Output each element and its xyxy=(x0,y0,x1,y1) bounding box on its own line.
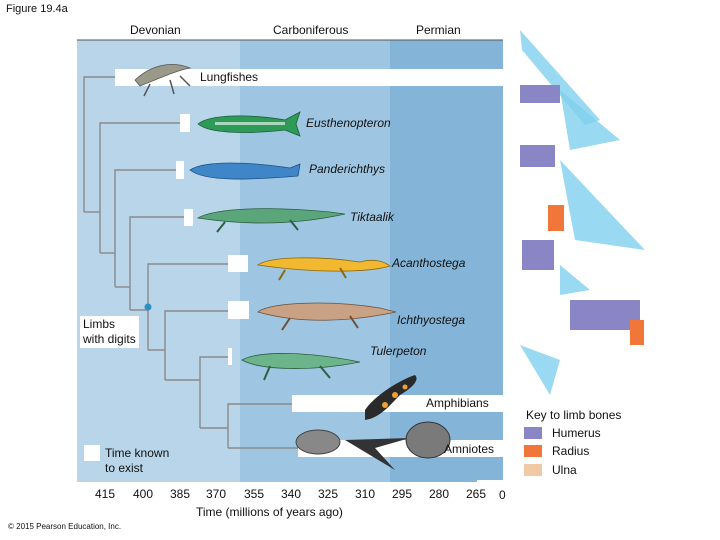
period-permian: Permian xyxy=(416,23,461,37)
taxon-amphibians: Amphibians xyxy=(426,396,489,410)
limb-bone-illustrations xyxy=(520,30,645,395)
key-swatch-radius xyxy=(524,445,542,457)
period-devonian: Devonian xyxy=(130,23,181,37)
limbs-with-digits-line-1: Limbs xyxy=(83,317,116,331)
axis-tick: 370 xyxy=(206,487,227,501)
axis-tick: 355 xyxy=(244,487,265,501)
taxon-acanthostega: Acanthostega xyxy=(392,256,466,270)
taxon-tiktaalik: Tiktaalik xyxy=(350,210,394,224)
key-swatch-humerus xyxy=(524,427,542,439)
axis-title: Time (millions of years ago) xyxy=(196,505,343,519)
devonian-band xyxy=(77,40,240,482)
axis-tick: 385 xyxy=(170,487,191,501)
axis-tick: 0 xyxy=(499,488,506,502)
time-known-line-1: Time known xyxy=(105,446,170,460)
key-label-ulna: Ulna xyxy=(552,463,577,477)
axis-tick: 295 xyxy=(392,487,413,501)
taxon-ichthyostega: Ichthyostega xyxy=(397,313,466,327)
taxon-amniotes: Amniotes xyxy=(444,442,495,456)
axis-tick: 340 xyxy=(281,487,302,501)
time-known-label xyxy=(105,446,169,476)
limbs-with-digits-label xyxy=(80,316,139,348)
figure-label: Figure 19.4a xyxy=(6,3,68,15)
axis-tick: 325 xyxy=(318,487,339,501)
axis-tick: 415 xyxy=(95,487,116,501)
period-carboniferous: Carboniferous xyxy=(273,23,349,37)
limbs-node-dot xyxy=(145,304,152,311)
taxon-eusthenopteron: Eusthenopteron xyxy=(306,116,391,130)
key-label-radius: Radius xyxy=(552,444,590,458)
axis-tick: 280 xyxy=(429,487,450,501)
time-known-swatch xyxy=(84,445,100,461)
taxon-lungfishes: Lungfishes xyxy=(200,70,259,84)
key-item-radius xyxy=(524,443,589,459)
key-title: Key to limb bones xyxy=(526,408,622,422)
key-item-ulna xyxy=(524,462,577,478)
time-known-line-2: to exist xyxy=(105,461,144,475)
axis-tick: 310 xyxy=(355,487,376,501)
taxon-tulerpeton: Tulerpeton xyxy=(370,344,427,358)
key-swatch-ulna xyxy=(524,464,542,476)
axis-tick: 265 xyxy=(466,487,487,501)
key-label-humerus: Humerus xyxy=(552,426,601,440)
axis-tick: 400 xyxy=(133,487,154,501)
key-item-humerus xyxy=(524,425,601,441)
limbs-with-digits-line-2: with digits xyxy=(83,332,136,346)
copyright-notice: © 2015 Pearson Education, Inc. xyxy=(8,522,122,531)
taxon-panderichthys: Panderichthys xyxy=(309,162,386,176)
